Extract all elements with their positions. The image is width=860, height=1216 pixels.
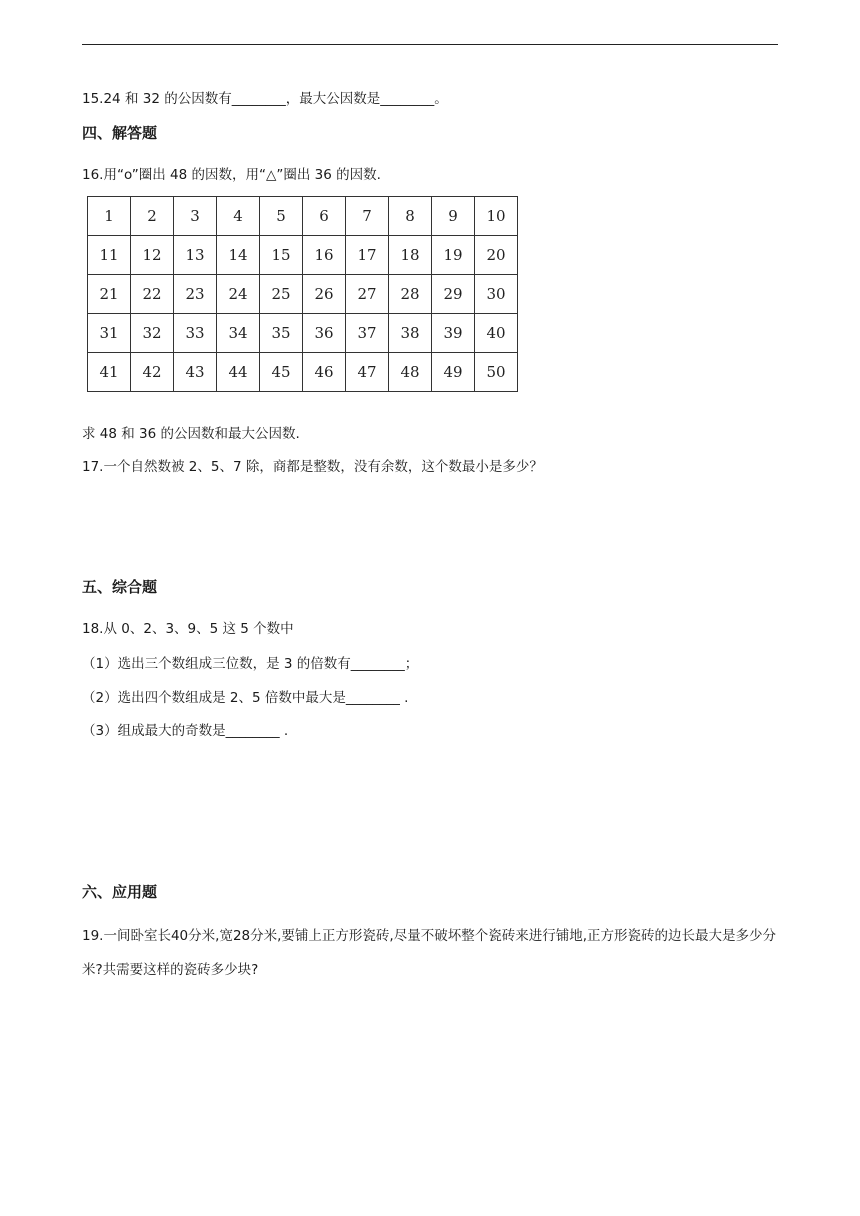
grid-cell: 11 <box>88 236 131 275</box>
grid-cell: 50 <box>475 353 518 392</box>
grid-cell: 36 <box>303 314 346 353</box>
grid-cell: 15 <box>260 236 303 275</box>
grid-row <box>88 275 518 314</box>
number-grid <box>87 196 518 392</box>
grid-cell: 2 <box>131 197 174 236</box>
grid-cell: 28 <box>389 275 432 314</box>
grid-cell: 14 <box>217 236 260 275</box>
grid-cell: 48 <box>389 353 432 392</box>
grid-cell: 8 <box>389 197 432 236</box>
grid-cell: 6 <box>303 197 346 236</box>
grid-cell: 20 <box>475 236 518 275</box>
question-16-followup: 求 48 和 36 的公因数和最大公因数. <box>82 426 300 442</box>
grid-cell: 32 <box>131 314 174 353</box>
question-18-part-1: （1）选出三个数组成三位数，是 3 的倍数有________； <box>82 656 419 672</box>
question-18-part-2: （2）选出四个数组成是 2、5 倍数中最大是________ . <box>82 690 409 706</box>
grid-cell: 1 <box>88 197 131 236</box>
question-19: 19.一间卧室长40分米,宽28分米,要铺上正方形瓷砖,尽量不破坏整个瓷砖来进行铺地,正方形瓷砖的边长最大是多少分米?共需要这样的瓷砖多少块? <box>82 928 776 978</box>
grid-cell: 44 <box>217 353 260 392</box>
grid-cell: 37 <box>346 314 389 353</box>
question-18-stem: 18.从 0、2、3、9、5 这 5 个数中 <box>82 621 294 637</box>
grid-row <box>88 314 518 353</box>
grid-cell: 38 <box>389 314 432 353</box>
grid-cell: 40 <box>475 314 518 353</box>
grid-cell: 43 <box>174 353 217 392</box>
section-6-heading: 六、应用题 <box>82 883 158 901</box>
grid-cell: 41 <box>88 353 131 392</box>
grid-cell: 31 <box>88 314 131 353</box>
grid-cell: 47 <box>346 353 389 392</box>
grid-cell: 30 <box>475 275 518 314</box>
grid-cell: 34 <box>217 314 260 353</box>
grid-cell: 46 <box>303 353 346 392</box>
question-16-instruction: 16.用“o”圈出 48 的因数，用“△”圈出 36 的因数. <box>82 167 381 183</box>
section-5-heading: 五、综合题 <box>82 578 158 596</box>
grid-cell: 16 <box>303 236 346 275</box>
grid-cell: 35 <box>260 314 303 353</box>
grid-cell: 19 <box>432 236 475 275</box>
grid-row <box>88 353 518 392</box>
grid-row <box>88 236 518 275</box>
grid-cell: 3 <box>174 197 217 236</box>
grid-cell: 45 <box>260 353 303 392</box>
grid-row <box>88 197 518 236</box>
grid-cell: 27 <box>346 275 389 314</box>
grid-cell: 25 <box>260 275 303 314</box>
question-18-part-3: （3）组成最大的奇数是________ . <box>82 723 289 739</box>
grid-cell: 42 <box>131 353 174 392</box>
grid-cell: 24 <box>217 275 260 314</box>
grid-cell: 12 <box>131 236 174 275</box>
grid-cell: 29 <box>432 275 475 314</box>
grid-cell: 26 <box>303 275 346 314</box>
section-4-heading: 四、解答题 <box>82 124 158 142</box>
grid-cell: 9 <box>432 197 475 236</box>
grid-cell: 5 <box>260 197 303 236</box>
grid-cell: 17 <box>346 236 389 275</box>
grid-cell: 7 <box>346 197 389 236</box>
grid-cell: 4 <box>217 197 260 236</box>
question-17: 17.一个自然数被 2、5、7 除，商都是整数，没有余数，这个数最小是多少？ <box>82 459 543 475</box>
question-15: 15.24 和 32 的公因数有________，最大公因数是________。 <box>82 91 448 107</box>
grid-cell: 39 <box>432 314 475 353</box>
grid-cell: 23 <box>174 275 217 314</box>
grid-cell: 49 <box>432 353 475 392</box>
grid-cell: 10 <box>475 197 518 236</box>
header-rule <box>82 44 778 45</box>
grid-cell: 22 <box>131 275 174 314</box>
grid-cell: 21 <box>88 275 131 314</box>
grid-cell: 18 <box>389 236 432 275</box>
grid-cell: 33 <box>174 314 217 353</box>
grid-cell: 13 <box>174 236 217 275</box>
